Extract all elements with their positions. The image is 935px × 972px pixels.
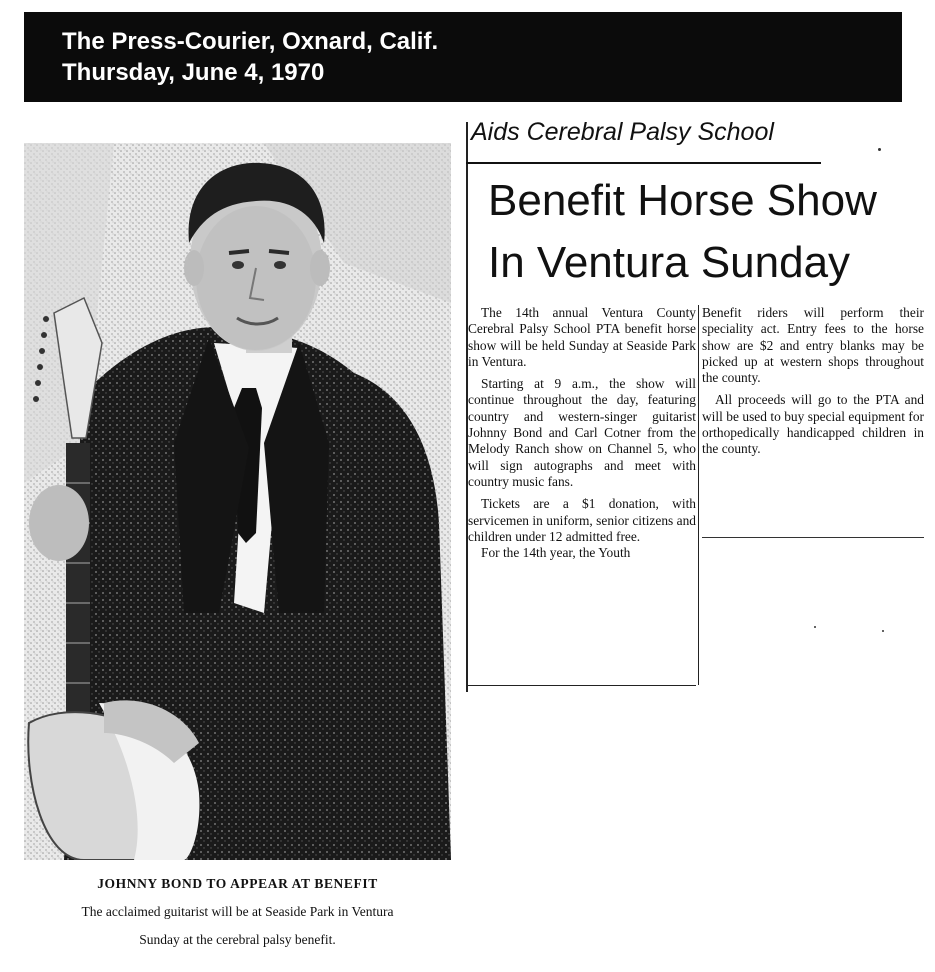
- publication-date: Thursday, June 4, 1970: [62, 59, 325, 86]
- headline-line-2: In Ventura Sunday: [488, 238, 851, 287]
- print-speck: [814, 626, 816, 628]
- paragraph: For the 14th year, the Youth: [481, 545, 631, 561]
- column-2-end-rule: [702, 537, 924, 538]
- paragraph: All proceeds will go to the PTA and will be used to buy special equipment for orthopedically handicapped children in the county.: [702, 392, 924, 457]
- newspaper-name: The Press-Courier, Oxnard, Calif.: [62, 28, 439, 55]
- article: [466, 118, 935, 698]
- paragraph: The 14th annual Ventura County Cerebral Palsy School PTA benefit horse show will be held Sunday at Seaside Park in Ventura.: [468, 305, 696, 369]
- article-column-2: [702, 305, 924, 464]
- article-column-1: [468, 305, 696, 567]
- caption-line-1: The acclaimed guitarist will be at Seaside Park in Ventura: [81, 904, 394, 919]
- paragraph: Benefit riders will perform their speciality act. Entry fees to the horse show are $2 and entry blanks may be picked up at western shops throughout the county.: [702, 305, 924, 386]
- photo-caption: [24, 870, 451, 954]
- kicker-rule: [466, 162, 821, 164]
- paragraph: Tickets are a $1 donation, with servicemen in uniform, senior citizens and children under 12 admitted free.: [468, 496, 696, 544]
- print-speck: [878, 148, 881, 151]
- headline-line-1: Benefit Horse Show: [488, 176, 877, 225]
- paragraph: Starting at 9 a.m., the show will continue throughout the day, featuring country and western-singer guitarist Johnny Bond and Carl Cotner from the Melody Ranch show on Channel 5, who will sign autographs and meet with country music fans.: [468, 376, 696, 489]
- caption-line-2: Sunday at the cerebral palsy benefit.: [139, 932, 336, 947]
- johnny-bond-photo: [24, 143, 451, 860]
- masthead: [24, 12, 902, 102]
- column-end-rule: [468, 685, 696, 686]
- article-headline: [488, 170, 877, 294]
- caption-title: JOHNNY BOND TO APPEAR AT BENEFIT: [97, 876, 378, 891]
- article-kicker: Aids Cerebral Palsy School: [471, 118, 774, 146]
- portrait-image: [24, 143, 451, 860]
- print-speck: [882, 630, 884, 632]
- column-separator: [698, 305, 699, 685]
